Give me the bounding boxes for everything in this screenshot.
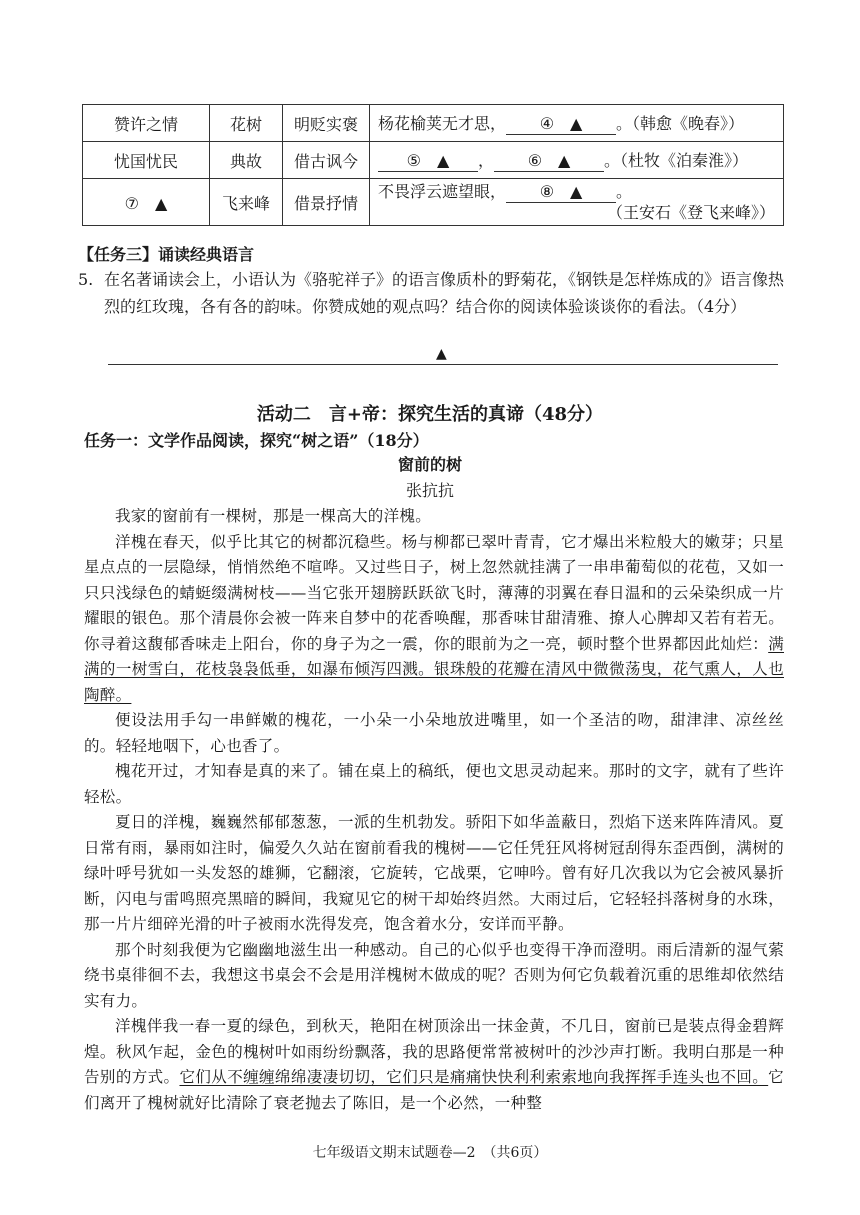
answer-blank-5[interactable]: ⑤ ▲ xyxy=(378,148,478,172)
task3-heading: 【任务三】诵读经典语言 xyxy=(78,245,255,264)
poem-line-cell: 不畏浮云遮望眼， ⑧ ▲ 。 （王安石《登飞来峰》） xyxy=(370,179,784,226)
question-text: 在名著诵读会上，小语认为《骆驼祥子》的语言像质朴的野菊花，《钢铁是怎样炼成的》语言像热烈的红玫瑰，各有各的韵味。你赞成她的观点吗？结合你的阅读体验谈谈你的看法。（4分） xyxy=(104,270,785,316)
poem-line-cell: ⑤ ▲ ， ⑥ ▲ 。（杜牧《泊秦淮》） xyxy=(370,142,784,179)
underlined-sentence: 满满的一树雪白，花枝袅袅低垂，如瀑布倾泻四溅。银珠般的花瓣在清风中微微荡曳，花气熏人，人也陶醉。 xyxy=(84,634,784,704)
method-cell: 借古讽今 xyxy=(283,142,370,179)
paragraph: 便设法用手勾一串鲜嫩的槐花，一小朵一小朵地放进嘴里，如一个圣洁的吻，甜津津、凉丝丝的。轻轻地咽下，心也香了。 xyxy=(84,711,784,755)
activity2-heading: 活动二 言+帝：探究生活的真谛（48分） xyxy=(256,404,604,425)
table-row xyxy=(83,105,784,142)
table-row xyxy=(83,179,784,226)
emotion-cell: 忧国忧民 xyxy=(83,142,210,179)
emotion-cell: 赞许之情 xyxy=(83,105,210,142)
poem-table xyxy=(82,104,784,226)
table-row xyxy=(83,142,784,179)
task1-heading: 任务一：文学作品阅读，探究“树之语”（18分） xyxy=(84,431,429,450)
article-author: 张抗抗 xyxy=(405,481,454,500)
paragraph: 那个时刻我便为它幽幽地滋生出一种感动。自己的心似乎也变得干净而澄明。雨后清新的湿气萦绕书桌徘徊不去，我想这书桌会不会是用洋槐树木做成的呢？否则为何它负载着沉重的思维却依然结实有力。 xyxy=(84,940,784,1010)
paragraph: 我家的窗前有一棵树，那是一棵高大的洋槐。 xyxy=(115,507,432,525)
question-5 xyxy=(78,266,790,320)
answer-marker[interactable]: ▲ xyxy=(436,346,447,362)
page-footer: 七年级语文期末试题卷—2 （共6页） xyxy=(312,1145,548,1161)
paragraph: 夏日的洋槐，巍巍然郁郁葱葱，一派的生机勃发。骄阳下如华盖蔽日，烈焰下送来阵阵清风。夏日常有雨，暴雨如注时，偏爱久久站在窗前看我的槐树——它任凭狂风将树冠刮得东歪西倒，满树的绿叶呼号犹如一头发怒的雄狮，它翻滚，它旋转，它战栗，它呻吟。曾有好几次我以为它会被风暴折断，闪电与雷鸣照亮黑暗的瞬间，我窥见它的树干却始终岿然。大雨过后，它轻轻抖落树身的水珠，那一片片细碎光滑的叶子被雨水洗得发亮，饱含着水分，安详而平静。 xyxy=(84,813,784,933)
answer-line[interactable] xyxy=(108,364,778,365)
answer-blank-8[interactable]: ⑧ ▲ xyxy=(506,182,616,203)
poem-line-cell: 杨花榆荚无才思， ④ ▲ 。（韩愈《晚春》） xyxy=(370,105,784,142)
underlined-sentence: 它们从不缠缠绵绵凄凄切切，它们只是痛痛快快利利索索地向我挥挥手连头也不回。 xyxy=(179,1068,769,1086)
image-cell: 飞来峰 xyxy=(210,179,283,226)
image-cell: 典故 xyxy=(210,142,283,179)
paragraph: 槐花开过，才知春是真的来了。铺在桌上的稿纸，便也文思灵动起来。那时的文字，就有了些许轻松。 xyxy=(84,762,784,806)
paragraph: 洋槐伴我一春一夏的绿色，到秋天，艳阳在树顶涂出一抹金黄，不几日，窗前已是装点得金碧辉煌。秋风乍起，金色的槐树叶如雨纷纷飘落，我的思路便常常被树叶的沙沙声打断。我明白那是一种告别的方式。它们从不缠缠绵绵凄凄切切，它们只是痛痛快快利利索索地向我挥挥手连头也不回。它们离开了槐树就好比清除了衰老抛去了陈旧，是一个必然，一种整 xyxy=(84,1017,784,1112)
answer-blank-6[interactable]: ⑥ ▲ xyxy=(494,148,604,172)
answer-blank-4[interactable]: ④ ▲ xyxy=(506,111,616,135)
method-cell: 明贬实褒 xyxy=(283,105,370,142)
image-cell: 花树 xyxy=(210,105,283,142)
question-number: 5. xyxy=(78,270,94,289)
method-cell: 借景抒情 xyxy=(283,179,370,226)
paragraph: 洋槐在春天，似乎比其它的树都沉稳些。杨与柳都已翠叶青青，它才爆出米粒般大的嫩芽；只星星点点的一层隐绿，悄悄然绝不喧哗。又过些日子，树上忽然就挂满了一串串葡萄似的花苞，又如一只只浅绿色的蜻蜓缀满树枝——当它张开翅膀跃跃欲飞时，薄薄的羽翼在春日温和的云朵染织成一片耀眼的银色。那个清晨你会被一阵来自梦中的花香唤醒，那香味甘甜清雅、撩人心脾却又若有若无。你寻着这馥郁香味走上阳台，你的身子为之一震，你的眼前为之一亮，顿时整个世界都因此灿烂：满满的一树雪白，花枝袅袅低垂，如瀑布倾泻四溅。银珠般的花瓣在清风中微微荡曳，花气熏人，人也陶醉。 xyxy=(84,532,784,704)
answer-blank-7[interactable]: ⑦ ▲ xyxy=(124,193,168,213)
article-title: 窗前的树 xyxy=(397,455,462,474)
poem-source: （王安石《登飞来峰》） xyxy=(606,202,775,222)
article-body xyxy=(84,504,784,1116)
emotion-cell xyxy=(83,179,210,226)
